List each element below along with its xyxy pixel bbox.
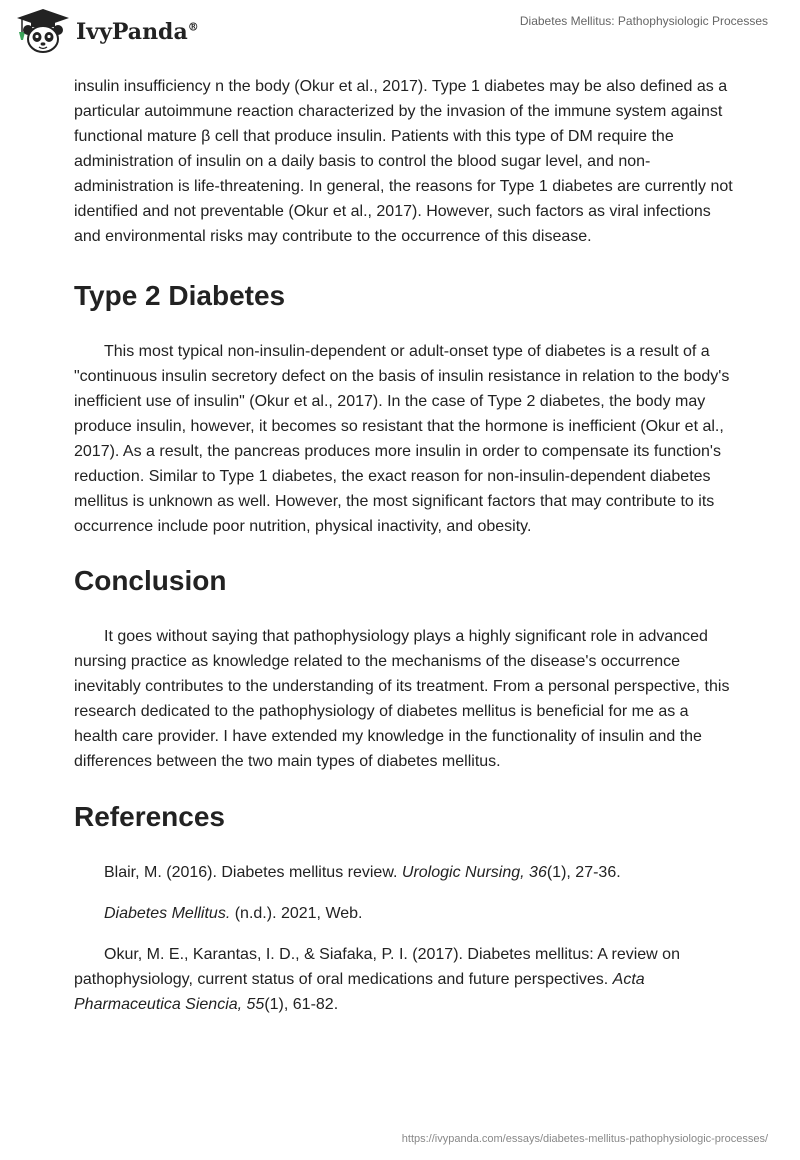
page-header [0,0,800,70]
reference-item: Blair, M. (2016). Diabetes mellitus review. Urologic Nursing, 36(1), 27-36. [104,864,621,881]
type2-paragraph: This most typical non-insulin-dependent or adult-onset type of diabetes is a result of a "continuous insulin secretory defect on the basis of insulin resistance in relation to the body's inefficient use of insulin" (Okur et al., 2017). In the case of Type 2 diabetes, the body may produce insulin, however, it becomes so resistant that the hormone is inefficient (Okur et al., 2017). As a result, the pancreas produces more insulin in order to compensate its function's reduction. Similar to Type 1 diabetes, the exact reason for non-insulin-dependent diabetes mellitus is unknown as well. However, the most significant factors that may contribute to its occurrence include poor nutrition, physical inactivity, and obesity. [74,343,730,535]
references-heading: References [74,801,225,832]
essay-content [74,74,734,1033]
source-url[interactable]: https://ivypanda.com/essays/diabetes-mellitus-pathophysiologic-processes/ [401,1133,768,1145]
reference-item: Diabetes Mellitus. (n.d.). 2021, Web. [104,905,363,922]
running-title: Diabetes Mellitus: Pathophysiologic Processes [519,14,768,28]
reference-item: Okur, M. E., Karantas, I. D., & Siafaka, P. I. (2017). Diabetes mellitus: A review on pathophysiology, current status of oral medications and future perspectives. Acta Pharmaceutica Siencia, 55(1), 61-82. [74,946,680,1013]
type2-heading: Type 2 Diabetes [74,280,286,311]
brand-name: IvyPanda® [76,19,199,45]
panda-graduate-icon [14,8,72,54]
intro-paragraph: insulin insufficiency n the body (Okur et al., 2017). Type 1 diabetes may be also defined as a particular autoimmune reaction characterized by the invasion of the immune system against functional mature β cell that produce insulin. Patients with this type of DM require the administration of insulin on a daily basis to control the blood sugar level, and non-administration is life-threatening. In general, the reasons for Type 1 diabetes are currently not identified and not preventable (Okur et al., 2017). However, such factors as viral infections and environmental risks may contribute to the occurrence of this disease. [74,78,733,245]
conclusion-paragraph: It goes without saying that pathophysiology plays a highly significant role in advanced nursing practice as knowledge related to the mechanisms of the disease's occurrence inevitably contributes to the understanding of its treatment. From a personal perspective, this research dedicated to the pathophysiology of diabetes mellitus is beneficial for me as a health care provider. I have extended my knowledge in the functionality of insulin and the differences between the two main types of diabetes mellitus. [74,628,730,770]
ivypanda-logo[interactable] [14,8,199,54]
conclusion-heading: Conclusion [74,565,227,596]
